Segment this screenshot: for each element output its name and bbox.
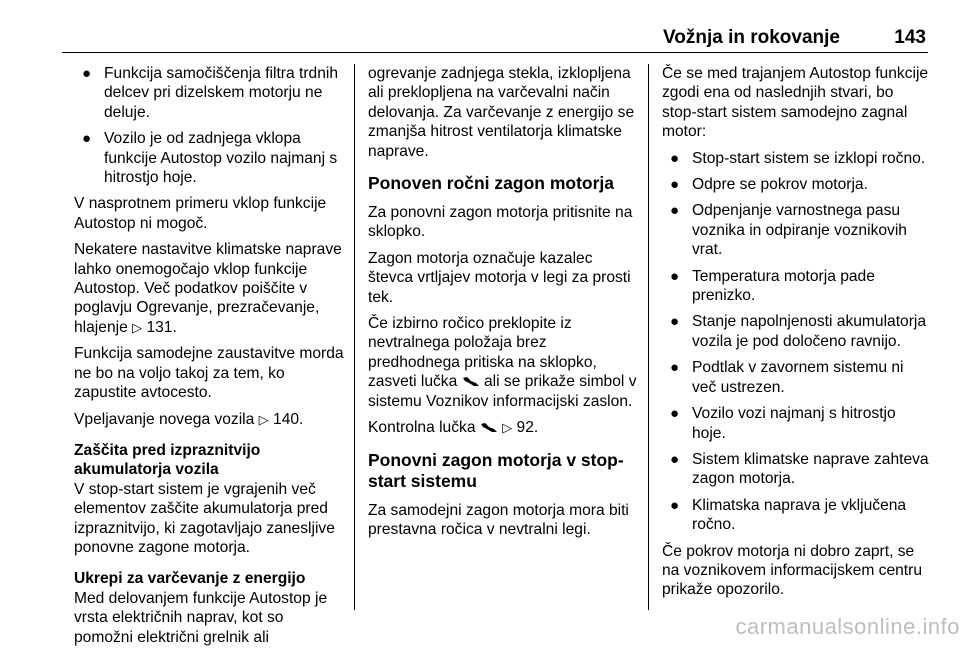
list-item: ● Stanje napolnjenosti akumulatorja vozila je pod določeno ravnijo. (670, 313, 927, 350)
paragraph: Nekatere nastavitve klimatske naprave lahko onemogočajo vklop funkcije Autostop. Več podatkov poiščite v poglavju Ogrevanje, prezračevanje, hlajenje ▷ 131. (74, 241, 342, 336)
subheading: Ukrepi za varčevanje z energijo (74, 570, 306, 588)
paragraph: Za samodejni zagon motorja mora biti prestavna ročica v nevtralni legi. (368, 501, 629, 538)
column-divider (354, 64, 355, 610)
paragraph: Med delovanjem funkcije Autostop je vrsta električnih naprav, kot so pomožni električni grelnik ali (74, 589, 328, 646)
column-right (662, 64, 932, 607)
arrow-right-triangle-icon: ▷ (258, 411, 269, 427)
column-divider (648, 64, 649, 610)
bullet-dot-icon: ● (670, 176, 680, 194)
bullet-dot-icon: ● (670, 202, 680, 220)
bullet-dot-icon: ● (670, 313, 680, 331)
autostop-lamp-icon (480, 419, 498, 436)
bullet-dot-icon: ● (82, 65, 92, 82)
section-heading: Ponoven ročni zagon motorja (368, 173, 614, 194)
paragraph: Zagon motorja označuje kazalec števca vrtljajev motorja v legi za prosti tek. (368, 249, 631, 306)
list-item: ● Temperatura motorja pade prenizko. (670, 267, 875, 305)
bullet-dot-icon: ● (670, 149, 680, 167)
arrow-right-triangle-icon: ▷ (502, 420, 513, 436)
list-item: ● Klimatska naprava je vključena ročno. (670, 496, 907, 534)
paragraph: Za ponovni zagon motorja pritisnite na sklopko. (368, 204, 633, 241)
paragraph: Funkcija samodejne zaustavitve morda ne bo na voljo takoj za tem, ko zapustite avtocesto. (74, 345, 344, 402)
page-reference[interactable]: 140. (273, 410, 304, 428)
list-item: ● Vozilo vozi najmanj s hitrostjo hoje. (670, 405, 896, 442)
paragraph: V stop-start sistem je vgrajenih več elementov zaščite akumulatorja pred izpraznitvijo, ki zagotavljajo zanesljive ponovne zagone motorja. (74, 480, 335, 556)
page-number: 143 (894, 27, 926, 48)
paragraph: V nasprotnem primeru vklop funkcije Autostop ni mogoč. (74, 195, 327, 232)
arrow-right-triangle-icon: ▷ (132, 319, 143, 335)
list-item: ● Sistem klimatske naprave zahteva zagon motorja. (670, 450, 929, 488)
paragraph: Kontrolna lučka ▷ 92. (368, 419, 539, 437)
paragraph: Vpeljavanje novega vozila ▷ 140. (74, 410, 304, 428)
list-item: ● Vozilo je od zadnjega vklopa funkcije Autostop vozilo najmanj s hitrostjo hoje. (82, 130, 338, 187)
column-middle (368, 64, 638, 546)
bullet-dot-icon: ● (670, 405, 680, 423)
section-heading: Ponovni zagon motorja v stop-start sistemu (368, 449, 624, 491)
bullet-dot-icon: ● (670, 450, 680, 468)
list-item: ● Odpenjanje varnostnega pasu voznika in odpiranje voznikovih vrat. (670, 202, 907, 259)
paragraph: ogrevanje zadnjega stekla, izklopljena ali preklopljena na varčevalni način delovanja. Za varčevanje z energijo se zmanjša hitrost ventilatorja klimatske naprave. (368, 65, 635, 160)
paragraph: Če pokrov motorja ni dobro zaprt, se na voznikovem informacijskem centru prikaže opozorilo. (662, 542, 922, 599)
bullet-dot-icon: ● (670, 496, 680, 514)
page-reference[interactable]: 92. (516, 419, 539, 437)
paragraph: Če izbirno ročico preklopite iz nevtralnega položaja brez predhodnega pritiska na sklopko, zasveti lučka ali se prikaže simbol v sistemu Voznikov informacijski zaslon. (368, 315, 637, 410)
page-header (62, 26, 928, 53)
page-reference[interactable]: 131. (146, 318, 177, 336)
page-title: Vožnja in rokovanje (662, 27, 840, 48)
subheading: Zaščita pred izpraznitvijo akumulatorja vozila (74, 441, 261, 479)
autostop-lamp-icon (462, 373, 480, 390)
bullet-dot-icon: ● (82, 130, 92, 148)
list-item: ● Funkcija samočiščenja filtra trdnih delcev pri dizelskem motorju ne deluje. (82, 65, 338, 121)
bullet-dot-icon: ● (670, 359, 680, 377)
list-item: ● Odpre se pokrov motorja. (670, 176, 868, 194)
column-left (74, 64, 344, 654)
list-item: ● Stop-start sistem se izklopi ročno. (670, 149, 926, 167)
bullet-dot-icon: ● (670, 267, 680, 285)
paragraph: Če se med trajanjem Autostop funkcije zgodi ena od naslednjih stvari, bo stop-start sistem samodejno zagnal motor: (662, 65, 929, 141)
list-item: ● Podtlak v zavornem sistemu ni več ustrezen. (670, 359, 904, 396)
watermark: carmanualsonline.info (735, 614, 960, 639)
